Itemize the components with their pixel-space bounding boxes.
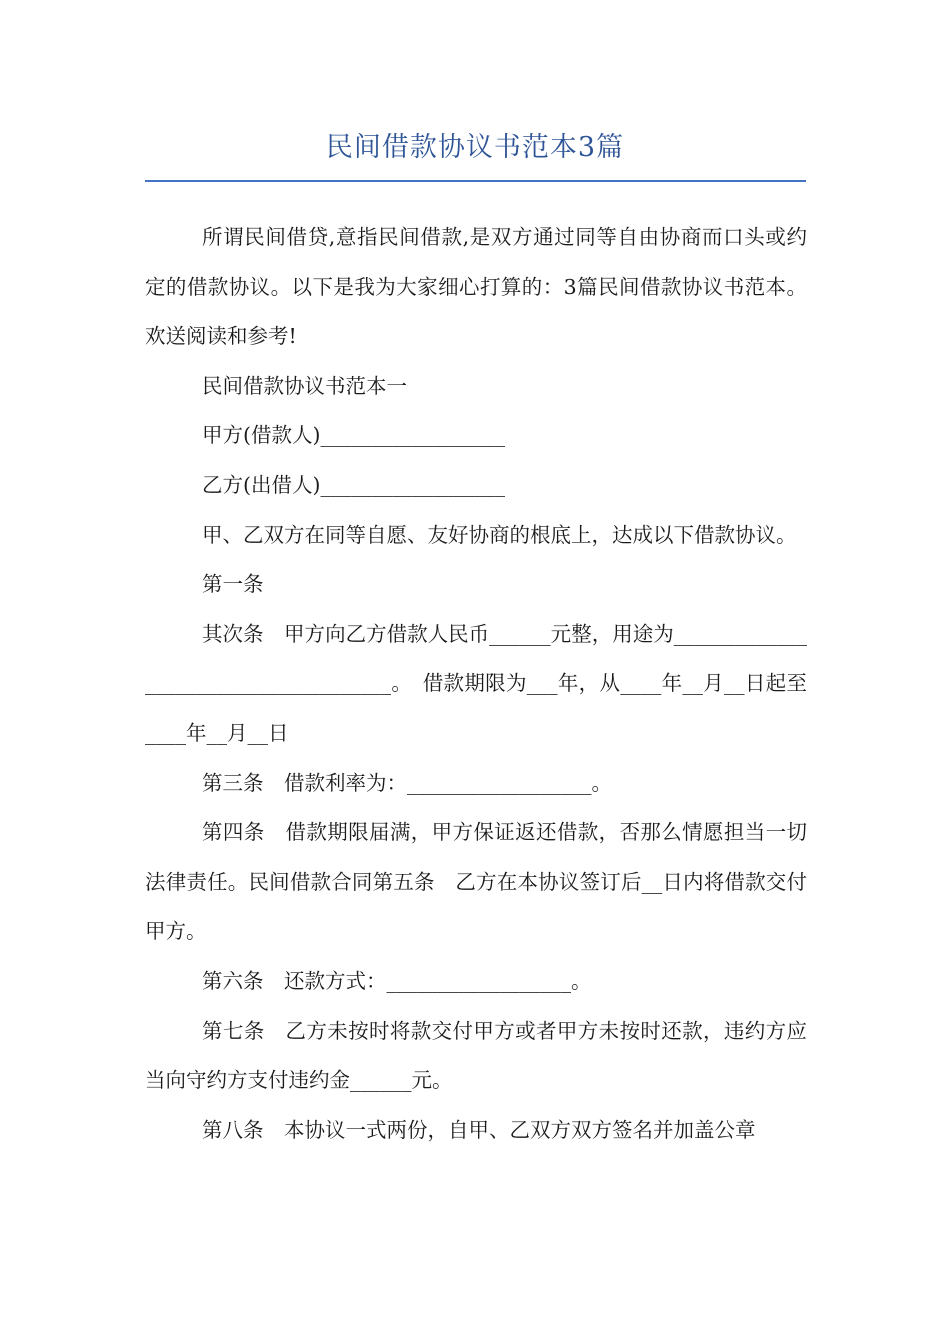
article-6: 第六条 还款方式：__________________。 <box>202 968 592 993</box>
article-8: 第八条 本协议一式两份，自甲、乙双方双方签名并加盖公章 <box>202 1117 756 1142</box>
article-2: 其次条 甲方向乙方借款人民币______元整，用途为_____________________________________。 借款期限为___年，从____年__月__日起至____年__月__日 <box>145 621 807 745</box>
article-7: 第七条 乙方未按时将款交付甲方或者甲方未按时还款，违约方应当向守约方支付违约金______元。 <box>145 1018 807 1093</box>
article-1: 第一条 <box>202 572 264 597</box>
party-a-line: 甲方(借款人)__________________ <box>202 423 505 448</box>
document-body <box>145 213 807 1155</box>
party-b-line: 乙方(出借人)__________________ <box>202 472 505 497</box>
article-4: 第四条 借款期限届满，甲方保证返还借款，否那么情愿担当一切法律责任。民间借款合同第五条 乙方在本协议签订后__日内将借款交付甲方。 <box>145 820 807 944</box>
section-heading: 民间借款协议书范本一 <box>202 373 407 398</box>
article-3: 第三条 借款利率为：__________________。 <box>202 770 612 795</box>
document-title: 民间借款协议书范本3篇 <box>325 132 625 163</box>
agreement-preamble: 甲、乙双方在同等自愿、友好协商的根底上，达成以下借款协议。 <box>202 522 797 547</box>
title-divider <box>145 180 806 182</box>
intro-paragraph: 所谓民间借贷,意指民间借款,是双方通过同等自由协商而口头或约定的借款协议。以下是我为大家细心打算的：3篇民间借款协议书范本。欢送阅读和参考! <box>145 225 807 349</box>
